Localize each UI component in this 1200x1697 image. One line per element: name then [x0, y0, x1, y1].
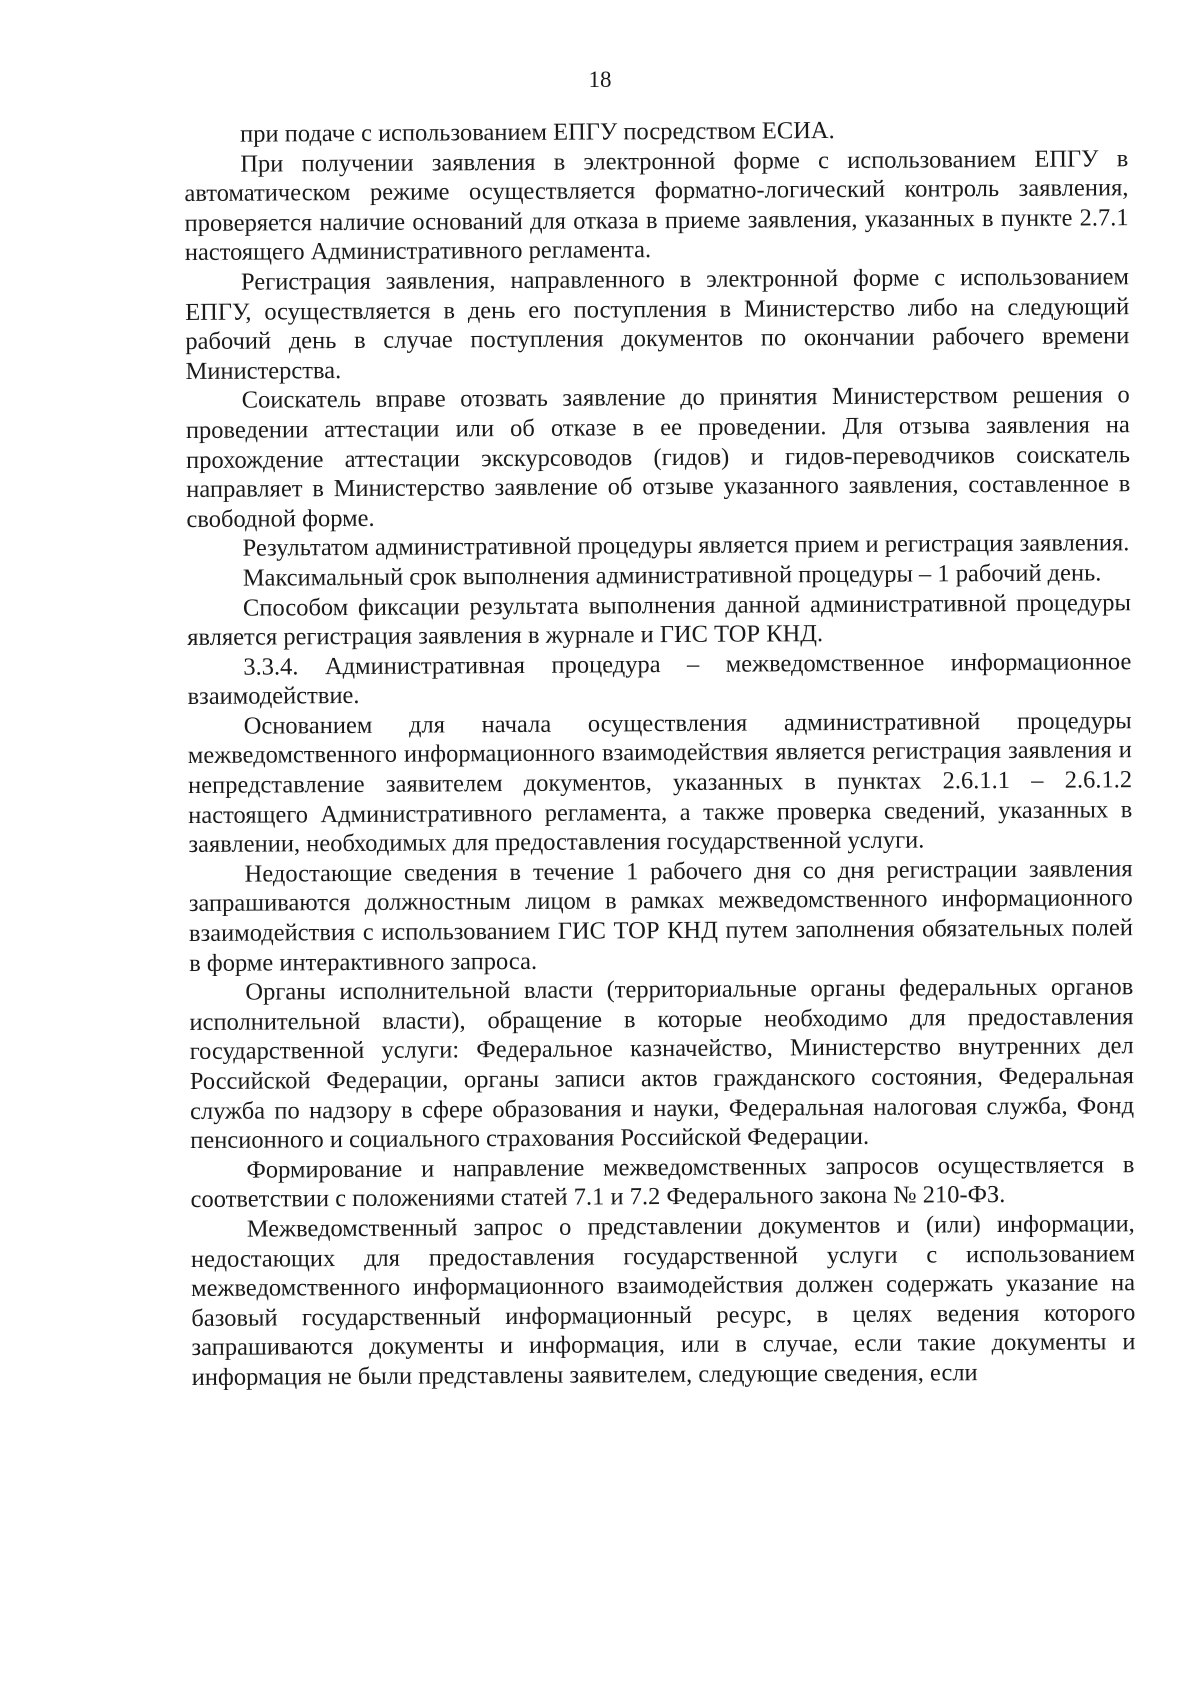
paragraph-requests: Формирование и направление межведомственных запросов осуществляется в соответствии с положениями статей 7.1 и 7.2 Федерального закона № 210-ФЗ. — [190, 1150, 1135, 1214]
paragraph-request-content: Межведомственный запрос о представлении документов и (или) информации, недостающих для предоставления государственной услуги с использованием межведомственного информационного взаимодействия должен содержать указание на базовый государственный информационный ресурс, в целях ведения которого запрашиваются документы и информация, или в случае, если такие документы и информация не были представлены заявителем, следующие сведения, если — [190, 1210, 1136, 1391]
paragraph-authorities: Органы исполнительной власти (территориальные органы федеральных органов исполнительной власти), обращение в которые необходимо для предоставления государственной услуги: Федеральное казначейство, Министерство внутренних дел Российской Федерации, органы записи актов гражданского состояния, Федеральная служба по надзору в сфере образования и науки, Федеральная налоговая служба, Фонд пенсионного и социального страхования Российской Федерации. — [189, 973, 1135, 1155]
paragraph-continuation: при подаче с использованием ЕПГУ посредством ЕСИА. — [240, 117, 835, 148]
paragraph-fixation: Способом фиксации результата выполнения данной административной процедуры является регистрация заявления в журнале и ГИС ТОР КНД. — [187, 588, 1132, 652]
paragraph-max-term: Максимальный срок выполнения административной процедуры – 1 рабочий день. — [242, 559, 1102, 592]
paragraph-registration: Регистрация заявления, направленного в электронной форме с использованием ЕПГУ, осуществляется в день его поступления в Министерство либо на следующий рабочий день в случае поступления документов по окончании рабочего времени Министерства. — [185, 263, 1130, 385]
paragraph-section-3-3-4: 3.3.4. Административная процедура – межведомственное информационное взаимодействие. — [187, 647, 1132, 711]
paragraph-withdrawal: Соискатель вправе отозвать заявление до принятия Министерством решения о проведении аттестации или об отказе в ее проведении. Для отзыва заявления на прохождение аттестации экскурсоводов (гидов) и гидов-переводчиков соискатель направляет в Министерство заявление об отзыве указанного заявления, составленное в свободной форме. — [185, 381, 1131, 533]
paragraph-epgu-format-control: При получении заявления в электронной форме с использованием ЕПГУ в автоматическом режиме осуществляется форматно-логический контроль заявления, проверяется наличие оснований для отказа в приеме заявления, указанных в пункте 2.7.1 настоящего Административного регламента. — [184, 144, 1129, 267]
paragraph-basis: Основанием для начала осуществления административной процедуры межведомственного информационного взаимодействия является регистрация заявления и непредставление заявителем документов, указанных в пунктах 2.6.1.1 – 2.6.1.2 настоящего Административного регламента, а также проверка сведений, указанных в заявлении, необходимых для предоставления государственной услуги. — [187, 707, 1133, 859]
document-body — [184, 114, 1136, 1392]
page-number: 18 — [588, 67, 612, 92]
paragraph-missing-info: Недостающие сведения в течение 1 рабочего дня со дня регистрации заявления запрашиваются должностным лицом в рамках межведомственного информационного взаимодействия с использованием ГИС ТОР КНД путем заполнения обязательных полей в форме интерактивного запроса. — [188, 855, 1134, 977]
paragraph-result: Результатом административной процедуры является прием и регистрация заявления. — [242, 529, 1130, 562]
